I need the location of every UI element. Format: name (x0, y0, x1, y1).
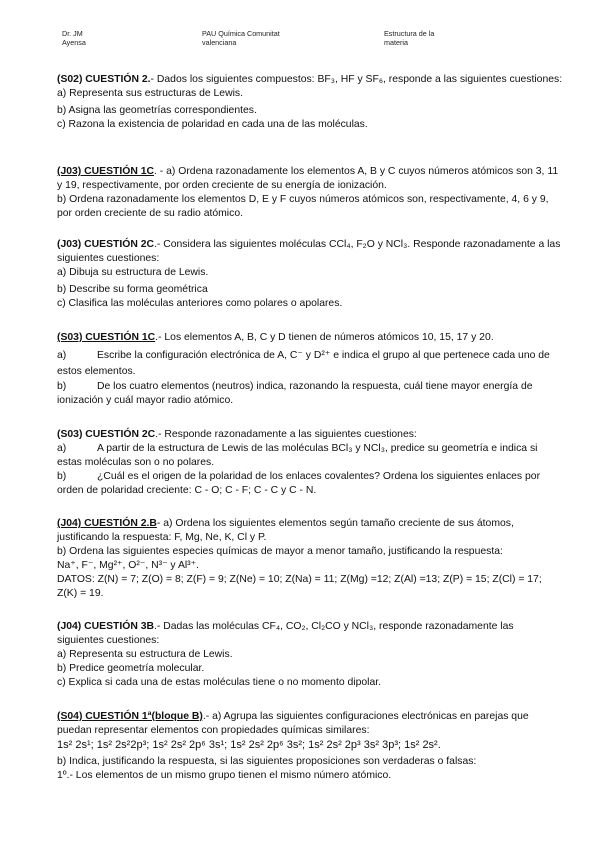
question-s02-2 (57, 73, 563, 132)
item-label: b) (57, 381, 67, 392)
question-s03-2c (57, 428, 563, 498)
question-item: c) Explica si cada una de estas moléculas tiene o no momento dipolar. (57, 677, 382, 688)
question-code: (J03) CUESTIÓN 1C (57, 166, 155, 177)
question-intro: . - a) Ordena razonadamente los elementos A, B y C cuyos números atómicos son 3, 11 y 19, respectivamente, por orden creciente de su energía de ionización. (57, 166, 559, 191)
question-j04-3b (57, 620, 563, 690)
question-code: (S03) CUESTIÓN 2C (57, 429, 156, 440)
question-item: c) Razona la existencia de polaridad en cada una de las moléculas. (57, 119, 368, 130)
question-j03-2c (57, 238, 563, 311)
question-code: (S02) CUESTIÓN 2. (57, 74, 151, 85)
item-label: b) (57, 471, 67, 482)
question-intro: - a) Ordena los siguientes elementos según tamaño creciente de sus átomos, justificando la respuesta: F, Mg, Ne, K, Cl y P. (57, 518, 514, 543)
question-code: (S04) CUESTIÓN 1ª(bloque B) (57, 711, 203, 722)
question-j03-1c (57, 165, 563, 221)
question-item: b) Describe su forma geométrica (57, 284, 208, 295)
question-intro: .- Dadas las moléculas CF₄, CO₂, Cl₂CO y NCl₃, responde razonadamente las siguientes cuestiones: (57, 621, 514, 646)
question-item: A partir de la estructura de Lewis de las moléculas BCl₃ y NCl₃, predice su geometría e indica si estas moléculas son o no polares. (57, 443, 538, 468)
header-topic-line: materia (384, 37, 408, 47)
question-code: (J04) CUESTIÓN 2.B (57, 518, 157, 529)
question-code: (S03) CUESTIÓN 1C (57, 332, 156, 343)
header-author (62, 30, 86, 47)
header-topic (384, 30, 434, 47)
item-label: a) (57, 443, 67, 454)
header-course (202, 30, 280, 47)
question-s03-1c (57, 331, 563, 408)
question-intro: .- Los elementos A, B, C y D tienen de números atómicos 10, 15, 17 y 20. (155, 332, 494, 343)
header-course-line: valenciana (202, 37, 237, 47)
question-item: b) Ordena las siguientes especies químicas de mayor a menor tamaño, justificando la respuesta: (57, 546, 503, 557)
question-item: ¿Cuál es el origen de la polaridad de los enlaces covalentes? Ordena los siguientes enlaces por orden de polaridad creciente: C - O; C - F; C - C y C - N. (57, 471, 541, 496)
species-list: Na⁺, F⁻, Mg²⁺, O²⁻, N³⁻ y Al³⁺. (57, 560, 200, 571)
question-item: a) Representa sus estructuras de Lewis. (57, 88, 243, 99)
question-item: Escribe la configuración electrónica de A, C⁻ y D²⁺ e indica el grupo al que pertenece cada uno de estos elementos. (57, 350, 550, 377)
header-author-line: Dr. JM (62, 29, 83, 38)
question-intro: - Dados los siguientes compuestos: BF₃, HF y SF₆, responde a las siguientes cuestiones: (150, 74, 563, 85)
proposition: 1º.- Los elementos de un mismo grupo tienen el mismo número atómico. (57, 770, 392, 781)
question-item: b) Predice geometría molecular. (57, 663, 205, 674)
question-j04-2b (57, 517, 563, 601)
header-author-line: Ayensa (62, 37, 86, 47)
header-course-line: PAU Química Comunitat (202, 29, 280, 38)
question-item: b) Ordena razonadamente los elementos D, E y F cuyos números atómicos son, respectivamente, 4, 6 y 9, por orden creciente de su radio atómico. (57, 194, 549, 219)
item-label: a) (57, 350, 67, 361)
question-item: b) Indica, justificando la respuesta, si las siguientes proposiciones son verdaderas o falsas: (57, 756, 477, 767)
question-intro: .- Considera las siguientes moléculas CCl₄, F₂O y NCl₃. Responde razonadamente a las siguientes cuestiones: (57, 239, 561, 264)
question-intro: .- Responde razonadamente a las siguientes cuestiones: (155, 429, 417, 440)
question-item: a) Representa su estructura de Lewis. (57, 649, 233, 660)
atomic-data: DATOS: Z(N) = 7; Z(O) = 8; Z(F) = 9; Z(Ne) = 10; Z(Na) = 11; Z(Mg) =12; Z(Al) =13; Z(P) = 15; Z(Cl) = 17; Z(K) = 19. (57, 574, 542, 599)
question-code: (J04) CUESTIÓN 3B (57, 621, 155, 632)
question-item: c) Clasifica las moléculas anteriores como polares o apolares. (57, 298, 343, 309)
question-s04-1 (57, 710, 563, 783)
question-item: De los cuatro elementos (neutros) indica, razonando la respuesta, cuál tiene mayor energía de ionización y cuál mayor radio atómico. (57, 381, 533, 406)
question-code: (J03) CUESTIÓN 2C (57, 239, 155, 250)
header-topic-line: Estructura de la (384, 29, 435, 38)
question-item: b) Asigna las geometrías correspondientes. (57, 105, 257, 116)
electron-configurations: 1s² 2s¹; 1s² 2s²2p³; 1s² 2s² 2p⁶ 3s¹; 1s² 2s² 2p⁶ 3s²; 1s² 2s² 2p³ 3s² 3p³; 1s² 2s². (57, 739, 441, 751)
question-intro: .- a) Agrupa las siguientes configuraciones electrónicas en parejas que puedan representar elementos con propiedades químicas similares: (57, 711, 529, 736)
question-item: a) Dibuja su estructura de Lewis. (57, 267, 209, 278)
